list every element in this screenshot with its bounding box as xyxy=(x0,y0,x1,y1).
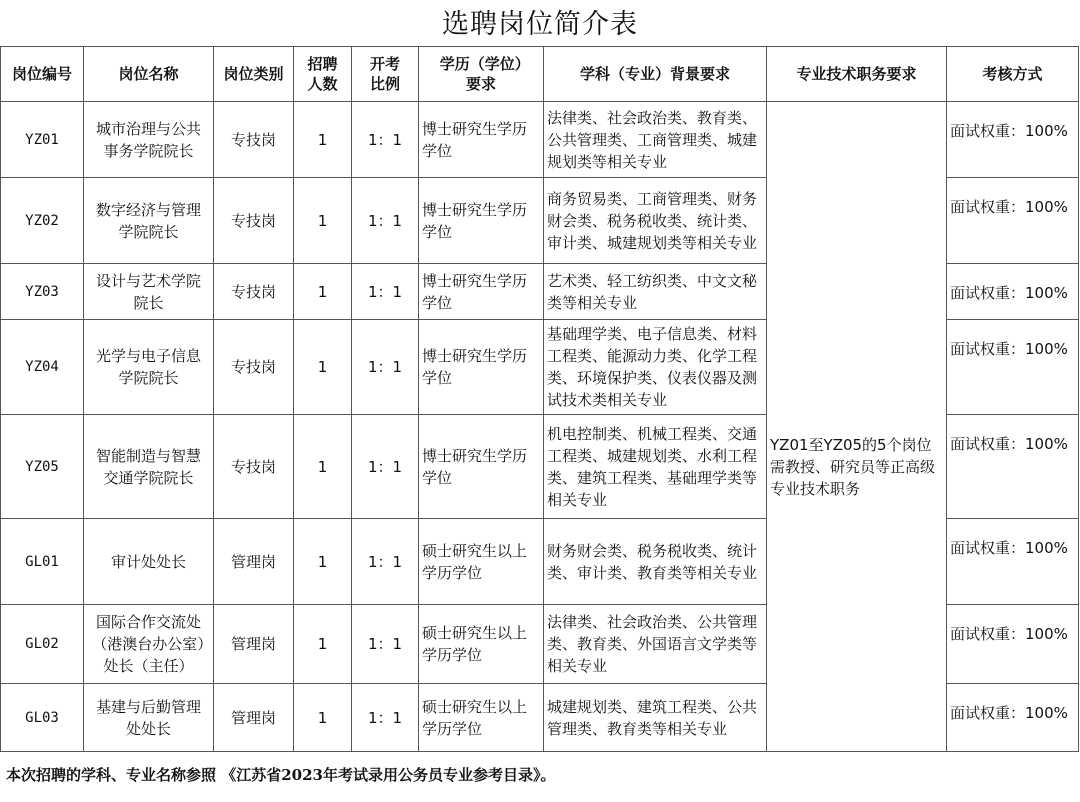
cell-assessment: 面试权重：100% xyxy=(947,320,1079,415)
cell-count: 1 xyxy=(294,178,352,264)
cell-assessment: 面试权重：100% xyxy=(947,102,1079,178)
cell-category: 专技岗 xyxy=(214,415,294,519)
cell-discipline: 机电控制类、机械工程类、交通工程类、城建规划类、水利工程类、建筑工程类、基础理学类等相关专业 xyxy=(544,415,767,519)
cell-education: 硕士研究生以上学历学位 xyxy=(419,605,544,684)
header-count: 招聘人数 xyxy=(294,47,352,102)
cell-ratio: 1：1 xyxy=(352,178,419,264)
cell-count: 1 xyxy=(294,684,352,752)
header-assessment: 考核方式 xyxy=(947,47,1079,102)
cell-discipline: 财务财会类、税务税收类、统计类、审计类、教育类等相关专业 xyxy=(544,519,767,605)
cell-code: YZ02 xyxy=(1,178,84,264)
cell-discipline: 艺术类、轻工纺织类、中文文秘类等相关专业 xyxy=(544,264,767,320)
cell-education: 博士研究生学历学位 xyxy=(419,102,544,178)
cell-category: 管理岗 xyxy=(214,684,294,752)
cell-ratio: 1：1 xyxy=(352,320,419,415)
cell-ratio: 1：1 xyxy=(352,519,419,605)
cell-code: GL01 xyxy=(1,519,84,605)
header-education: 学历（学位）要求 xyxy=(419,47,544,102)
cell-name: 智能制造与智慧交通学院院长 xyxy=(84,415,214,519)
cell-category: 管理岗 xyxy=(214,605,294,684)
header-title-req: 专业技术职务要求 xyxy=(767,47,947,102)
cell-count: 1 xyxy=(294,415,352,519)
cell-education: 硕士研究生以上学历学位 xyxy=(419,684,544,752)
header-row xyxy=(1,47,1079,102)
cell-assessment: 面试权重：100% xyxy=(947,264,1079,320)
cell-name: 审计处处长 xyxy=(84,519,214,605)
cell-count: 1 xyxy=(294,605,352,684)
cell-assessment: 面试权重：100% xyxy=(947,178,1079,264)
cell-discipline: 商务贸易类、工商管理类、财务财会类、税务税收类、统计类、审计类、城建规划类等相关专业 xyxy=(544,178,767,264)
cell-discipline: 法律类、社会政治类、教育类、公共管理类、工商管理类、城建规划类等相关专业 xyxy=(544,102,767,178)
page-title: 选聘岗位简介表 xyxy=(442,9,638,40)
cell-name: 城市治理与公共事务学院院长 xyxy=(84,102,214,178)
table-row xyxy=(1,102,1079,178)
cell-name: 设计与艺术学院院长 xyxy=(84,264,214,320)
cell-category: 管理岗 xyxy=(214,519,294,605)
header-name: 岗位名称 xyxy=(84,47,214,102)
cell-count: 1 xyxy=(294,519,352,605)
cell-ratio: 1：1 xyxy=(352,102,419,178)
cell-education: 博士研究生学历学位 xyxy=(419,415,544,519)
cell-category: 专技岗 xyxy=(214,264,294,320)
header-category: 岗位类别 xyxy=(214,47,294,102)
cell-code: YZ04 xyxy=(1,320,84,415)
cell-ratio: 1：1 xyxy=(352,605,419,684)
cell-discipline: 基础理学类、电子信息类、材料工程类、能源动力类、化学工程类、环境保护类、仪表仪器及测试技术类相关专业 xyxy=(544,320,767,415)
positions-table xyxy=(0,46,1079,752)
header-code: 岗位编号 xyxy=(1,47,84,102)
header-discipline: 学科（专业）背景要求 xyxy=(544,47,767,102)
cell-education: 博士研究生学历学位 xyxy=(419,264,544,320)
cell-assessment: 面试权重：100% xyxy=(947,605,1079,684)
cell-code: GL02 xyxy=(1,605,84,684)
cell-name: 数字经济与管理学院院长 xyxy=(84,178,214,264)
footer-note: 本次招聘的学科、专业名称参照 《江苏省2023年考试录用公务员专业参考目录》。 xyxy=(6,766,556,784)
cell-discipline: 法律类、社会政治类、公共管理类、教育类、外国语言文学类等相关专业 xyxy=(544,605,767,684)
cell-name: 国际合作交流处（港澳台办公室）处长（主任） xyxy=(84,605,214,684)
cell-count: 1 xyxy=(294,320,352,415)
cell-education: 硕士研究生以上学历学位 xyxy=(419,519,544,605)
cell-code: GL03 xyxy=(1,684,84,752)
cell-category: 专技岗 xyxy=(214,320,294,415)
cell-assessment: 面试权重：100% xyxy=(947,684,1079,752)
cell-code: YZ05 xyxy=(1,415,84,519)
cell-count: 1 xyxy=(294,102,352,178)
cell-category: 专技岗 xyxy=(214,102,294,178)
cell-code: YZ03 xyxy=(1,264,84,320)
cell-name: 基建与后勤管理处处长 xyxy=(84,684,214,752)
cell-ratio: 1：1 xyxy=(352,415,419,519)
cell-ratio: 1：1 xyxy=(352,264,419,320)
cell-education: 博士研究生学历学位 xyxy=(419,320,544,415)
cell-count: 1 xyxy=(294,264,352,320)
cell-discipline: 城建规划类、建筑工程类、公共管理类、教育类等相关专业 xyxy=(544,684,767,752)
header-ratio: 开考比例 xyxy=(352,47,419,102)
cell-category: 专技岗 xyxy=(214,178,294,264)
cell-ratio: 1：1 xyxy=(352,684,419,752)
cell-education: 博士研究生学历学位 xyxy=(419,178,544,264)
cell-code: YZ01 xyxy=(1,102,84,178)
cell-assessment: 面试权重：100% xyxy=(947,519,1079,605)
cell-title-requirement: YZ01至YZ05的5个岗位需教授、研究员等正高级专业技术职务 xyxy=(767,102,947,752)
cell-name: 光学与电子信息学院院长 xyxy=(84,320,214,415)
cell-assessment: 面试权重：100% xyxy=(947,415,1079,519)
